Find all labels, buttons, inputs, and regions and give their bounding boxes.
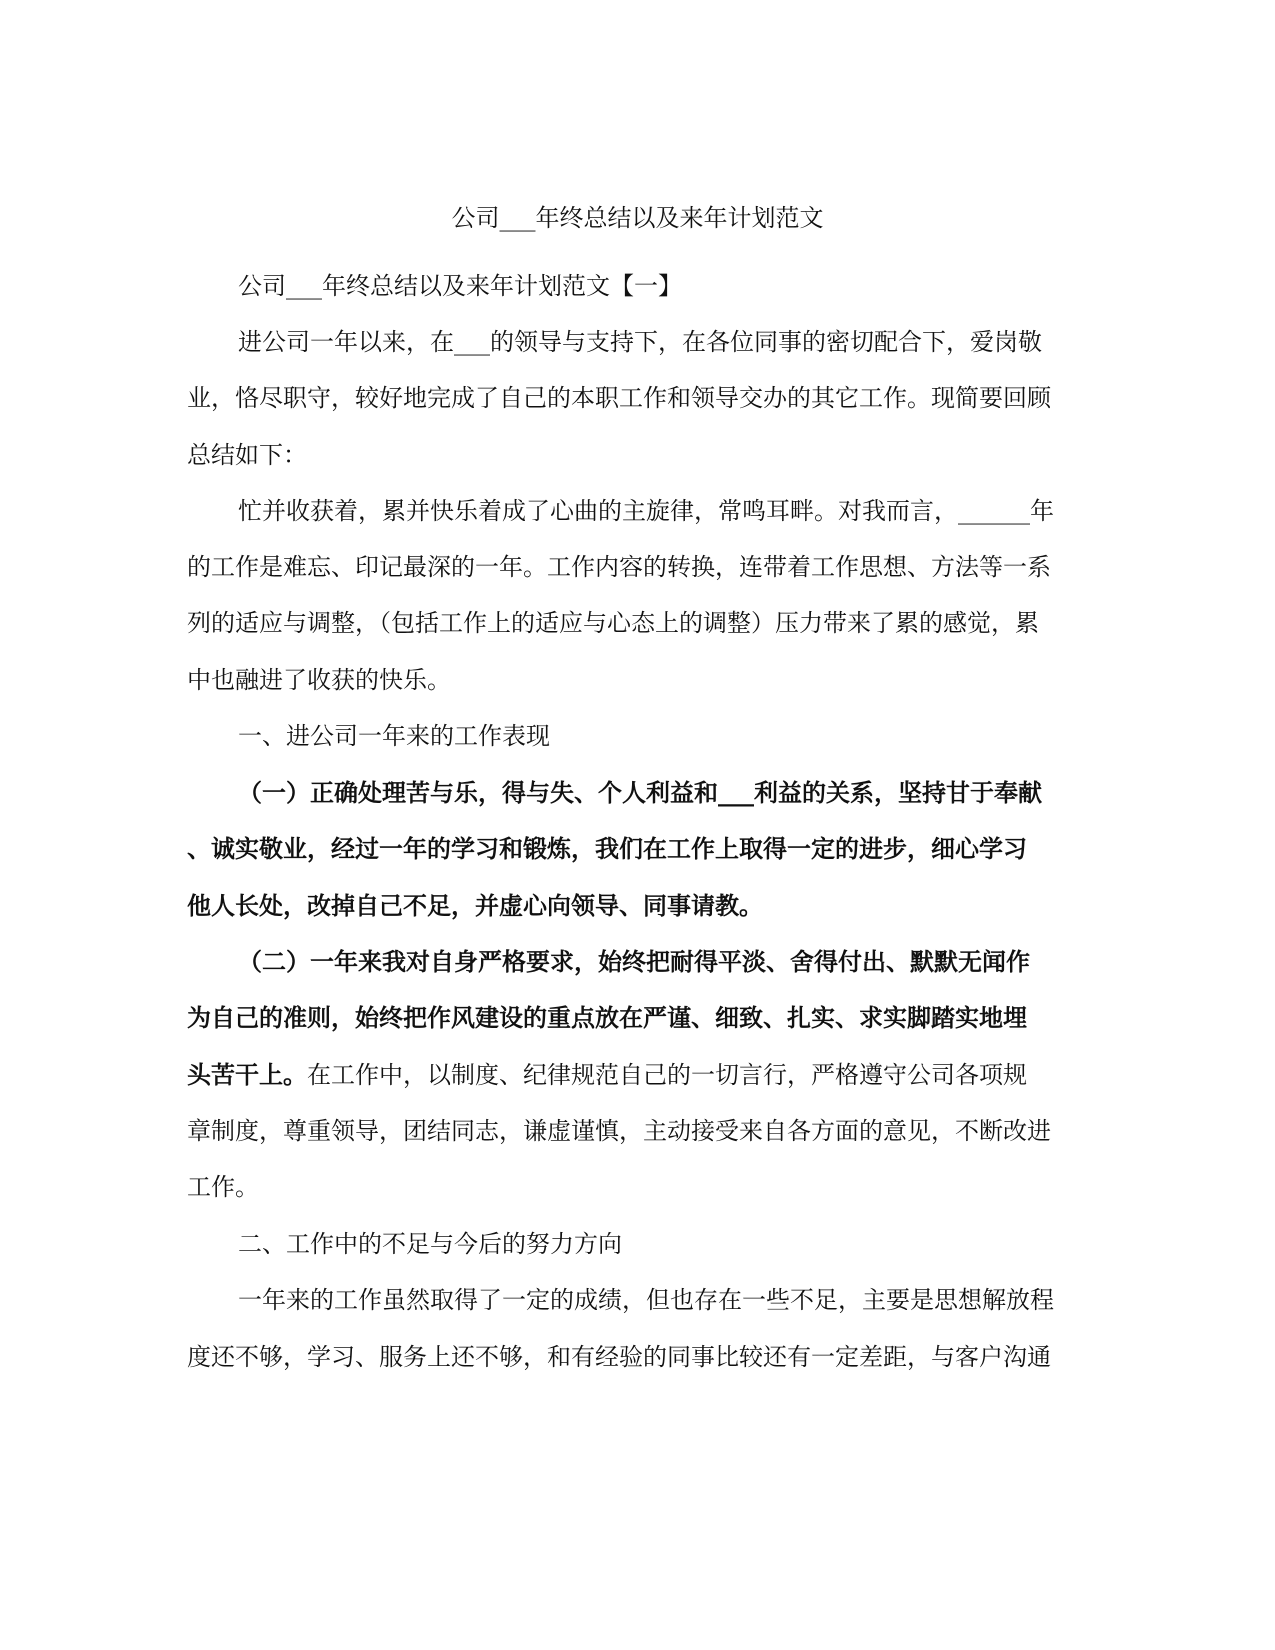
- paragraph-line: 章制度，尊重领导，团结同志，谦虚谨慎，主动接受来自各方面的意见，不断改进: [187, 1117, 1051, 1145]
- paragraph-line: 一年来的工作虽然取得了一定的成绩，但也存在一些不足，主要是思想解放程: [238, 1286, 1054, 1314]
- paragraph-line-mixed: [187, 1060, 1087, 1090]
- paragraph-line: 业，恪尽职守，较好地完成了自己的本职工作和领导交办的其它工作。现简要回顾: [187, 384, 1051, 412]
- paragraph-line-bold: 、诚实敬业，经过一年的学习和锻炼，我们在工作上取得一定的进步，细心学习: [187, 834, 1027, 863]
- paragraph-line-bold: 为自己的准则，始终把作风建设的重点放在严谨、细致、扎实、求实脚踏实地埋: [187, 1003, 1027, 1032]
- paragraph-line: 总结如下：: [187, 441, 307, 469]
- section-heading: 二、工作中的不足与今后的努力方向: [238, 1230, 622, 1258]
- paragraph-line: 工作。: [187, 1173, 259, 1201]
- document-title: 公司___年终总结以及来年计划范文: [451, 204, 824, 232]
- paragraph-line: 列的适应与调整，（包括工作上的适应与心态上的调整）压力带来了累的感觉，累: [187, 609, 1039, 637]
- paragraph-line: 忙并收获着，累并快乐着成了心曲的主旋律，常鸣耳畔。对我而言，______年: [238, 497, 1054, 525]
- paragraph-line-bold: （一）正确处理苦与乐，得与失、个人利益和___利益的关系，坚持甘于奉献: [238, 778, 1042, 807]
- paragraph-line-bold: （二）一年来我对自身严格要求，始终把耐得平淡、舍得付出、默默无闻作: [238, 947, 1030, 976]
- paragraph-line: 中也融进了收获的快乐。: [187, 666, 451, 694]
- paragraph-line-bold: [187, 891, 1087, 921]
- section-heading: 公司___年终总结以及来年计划范文【一】: [238, 272, 682, 300]
- paragraph-line: 的工作是难忘、印记最深的一年。工作内容的转换，连带着工作思想、方法等一系: [187, 553, 1051, 581]
- bold-text: 他人长处，改掉自己不足，并虚心向领导、同事请教。: [187, 891, 763, 920]
- paragraph-line: 进公司一年以来，在___的领导与支持下，在各位同事的密切配合下，爱岗敬: [238, 328, 1042, 356]
- normal-text: 在工作中，以制度、纪律规范自己的一切言行，严格遵守公司各项规: [307, 1061, 1027, 1089]
- paragraph-line: 度还不够，学习、服务上还不够，和有经验的同事比较还有一定差距，与客户沟通: [187, 1343, 1051, 1371]
- bold-text: 头苦干上。: [187, 1060, 307, 1089]
- section-heading: 一、进公司一年来的工作表现: [238, 722, 550, 750]
